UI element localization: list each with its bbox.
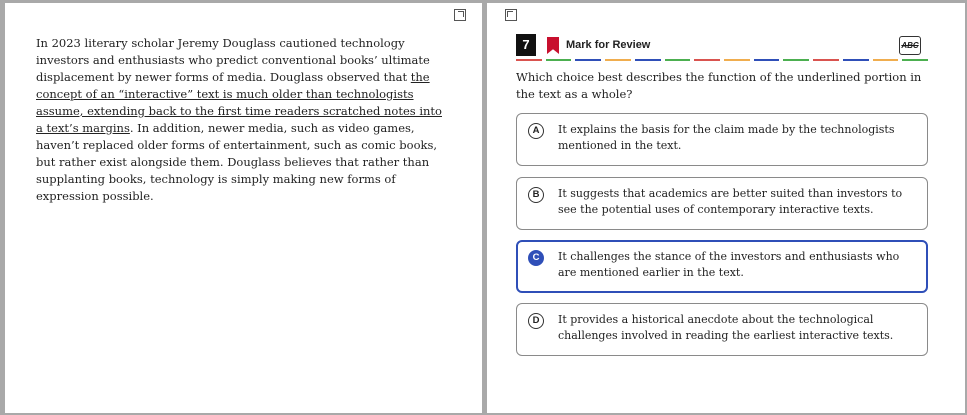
option-letter: D — [528, 313, 544, 329]
question-header — [516, 34, 921, 60]
divider-dash — [813, 59, 839, 61]
expand-icon[interactable] — [454, 9, 466, 21]
bookmark-icon[interactable] — [547, 37, 559, 54]
divider-dash — [665, 59, 691, 61]
divider-dash — [783, 59, 809, 61]
divider-dash — [605, 59, 631, 61]
question-text: Which choice best describes the function of the underlined portion in the text as a whole? — [516, 70, 922, 101]
divider-dash — [546, 59, 572, 61]
strikethrough-abc-icon[interactable]: ABC — [899, 36, 921, 55]
divider-dash — [754, 59, 780, 61]
answer-option-a[interactable] — [516, 113, 928, 166]
mark-for-review-button[interactable]: Mark for Review — [566, 39, 651, 51]
option-text: It provides a historical anecdote about the technological challenges involved in reading the earliest interactive texts. — [558, 313, 894, 342]
option-letter: C — [528, 250, 544, 266]
passage-text — [36, 35, 446, 205]
divider-dash — [694, 59, 720, 61]
passage-underlined: the concept of an “interactive” text is much older than technologists assume, extending back to the first time readers scratched notes into a text’s margins — [36, 70, 442, 135]
divider-dash — [575, 59, 601, 61]
passage-segment: . In addition, newer media, such as video games, haven’t replaced older forms of entertainment, such as comic books, but rather exist alongside them. Douglass believes that rather than supplanting books, technology is simply making new forms of expression possible. — [36, 121, 438, 203]
passage-panel — [5, 3, 482, 413]
divider-dash — [635, 59, 661, 61]
answer-option-c[interactable] — [516, 240, 928, 293]
divider-dash — [724, 59, 750, 61]
answer-option-b[interactable] — [516, 177, 928, 230]
option-letter: A — [528, 123, 544, 139]
passage-segment: In 2023 literary scholar Jeremy Douglass cautioned technology investors and enthusiasts who predict conventional books’ ultimate displacement by newer forms of media. Douglass observed that — [36, 36, 430, 84]
divider-dash — [516, 59, 542, 61]
option-text: It suggests that academics are better suited than investors to see the potential uses of contemporary interactive texts. — [558, 187, 903, 216]
divider-dash — [902, 59, 928, 61]
option-letter: B — [528, 187, 544, 203]
option-text: It challenges the stance of the investors and enthusiasts who are mentioned earlier in the text. — [558, 250, 900, 279]
divider-dash — [843, 59, 869, 61]
answer-option-d[interactable] — [516, 303, 928, 356]
question-number: 7 — [516, 34, 536, 56]
divider-dash — [873, 59, 899, 61]
collapse-icon[interactable] — [505, 9, 517, 21]
header-divider — [516, 59, 928, 62]
question-panel — [487, 3, 965, 413]
option-text: It explains the basis for the claim made by the technologists mentioned in the text. — [558, 123, 895, 152]
